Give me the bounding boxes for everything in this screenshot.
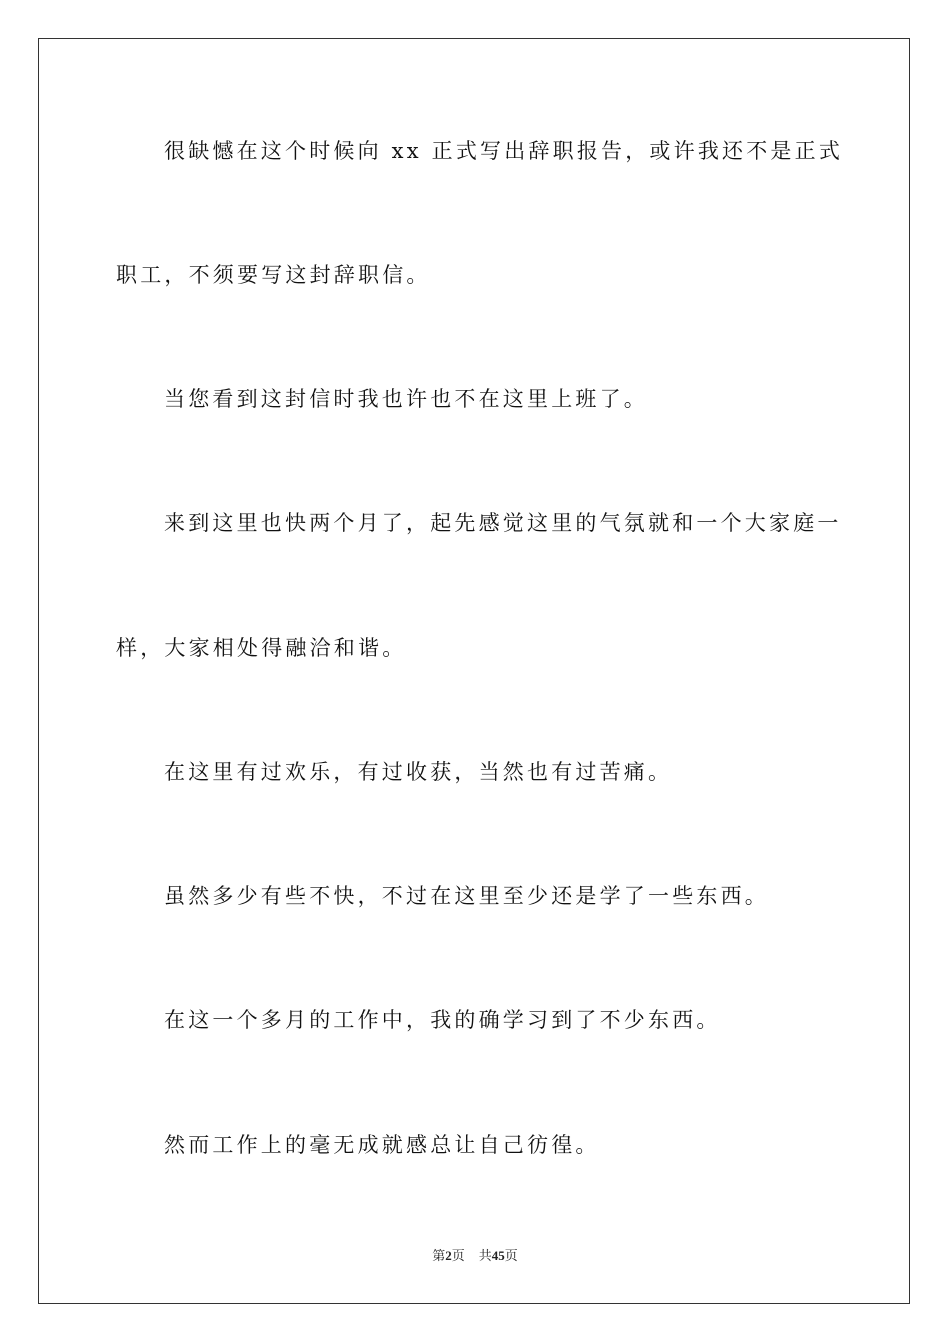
paragraph-line-2: 职工，不须要写这封辞职信。 [116, 263, 431, 287]
paragraph-line-8: 在这一个多月的工作中，我的确学习到了不少东西。 [164, 1008, 721, 1032]
page-number: 2 [445, 1248, 452, 1263]
paragraph-line-4: 来到这里也快两个月了，起先感觉这里的气氛就和一个大家庭一 [164, 511, 842, 535]
page-border [38, 38, 910, 1304]
total-pages: 45 [491, 1248, 505, 1263]
page-prefix: 第 [432, 1248, 446, 1263]
paragraph-line-6: 在这里有过欢乐，有过收获，当然也有过苦痛。 [164, 760, 673, 784]
paragraph-line-9: 然而工作上的毫无成就感总让自己彷徨。 [164, 1133, 600, 1157]
paragraph-line-7: 虽然多少有些不快，不过在这里至少还是学了一些东西。 [164, 884, 769, 908]
page-footer [0, 1247, 950, 1265]
page-suffix: 页 [451, 1248, 465, 1263]
paragraph-line-1: 很缺憾在这个时候向 xx 正式写出辞职报告，或许我还不是正式 [164, 139, 844, 163]
paragraph-line-5: 样，大家相处得融洽和谐。 [116, 636, 407, 660]
paragraph-line-3: 当您看到这封信时我也许也不在这里上班了。 [164, 387, 648, 411]
total-suffix: 页 [504, 1248, 518, 1263]
total-prefix: 共 [478, 1248, 492, 1263]
